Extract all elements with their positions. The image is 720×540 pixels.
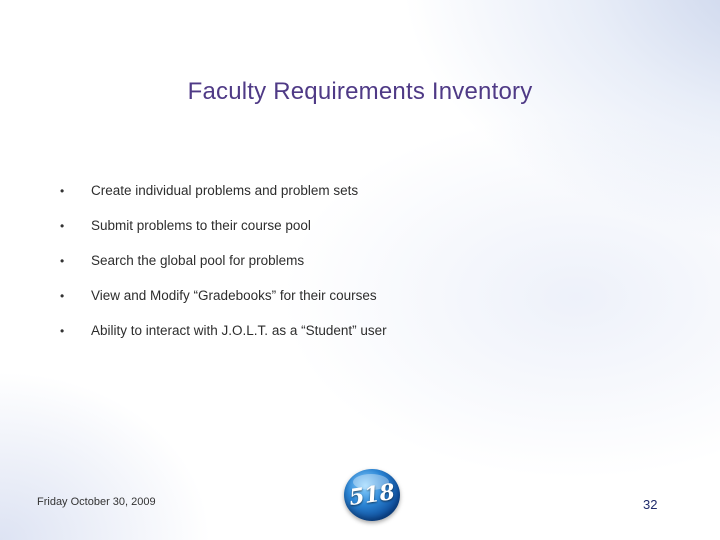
bullet-text: Search the global pool for problems [91,253,305,268]
bullet-icon: • [60,253,65,268]
bullet-icon: • [60,183,65,198]
bullet-icon: • [60,218,65,233]
bullet-text: Create individual problems and problem sets [91,183,359,198]
bullet-text: View and Modify “Gradebooks” for their courses [91,288,377,303]
slide-title: Faculty Requirements Inventory [187,78,533,105]
footer-date: Friday October 30, 2009 [37,496,156,508]
bullet-item [57,243,387,278]
bullet-text: Ability to interact with J.O.L.T. as a “Student” user [91,323,387,338]
bullet-item [57,173,387,208]
bullet-item [57,313,387,348]
bullet-icon: • [60,288,65,303]
bullet-text: Submit problems to their course pool [91,218,311,233]
logo-icon [344,469,400,521]
logo-text: 518 [347,478,397,512]
bullet-item [57,208,387,243]
bullet-icon: • [60,323,65,338]
bullet-item [57,278,387,313]
page-number: 32 [643,497,658,512]
bullet-list [57,173,387,348]
